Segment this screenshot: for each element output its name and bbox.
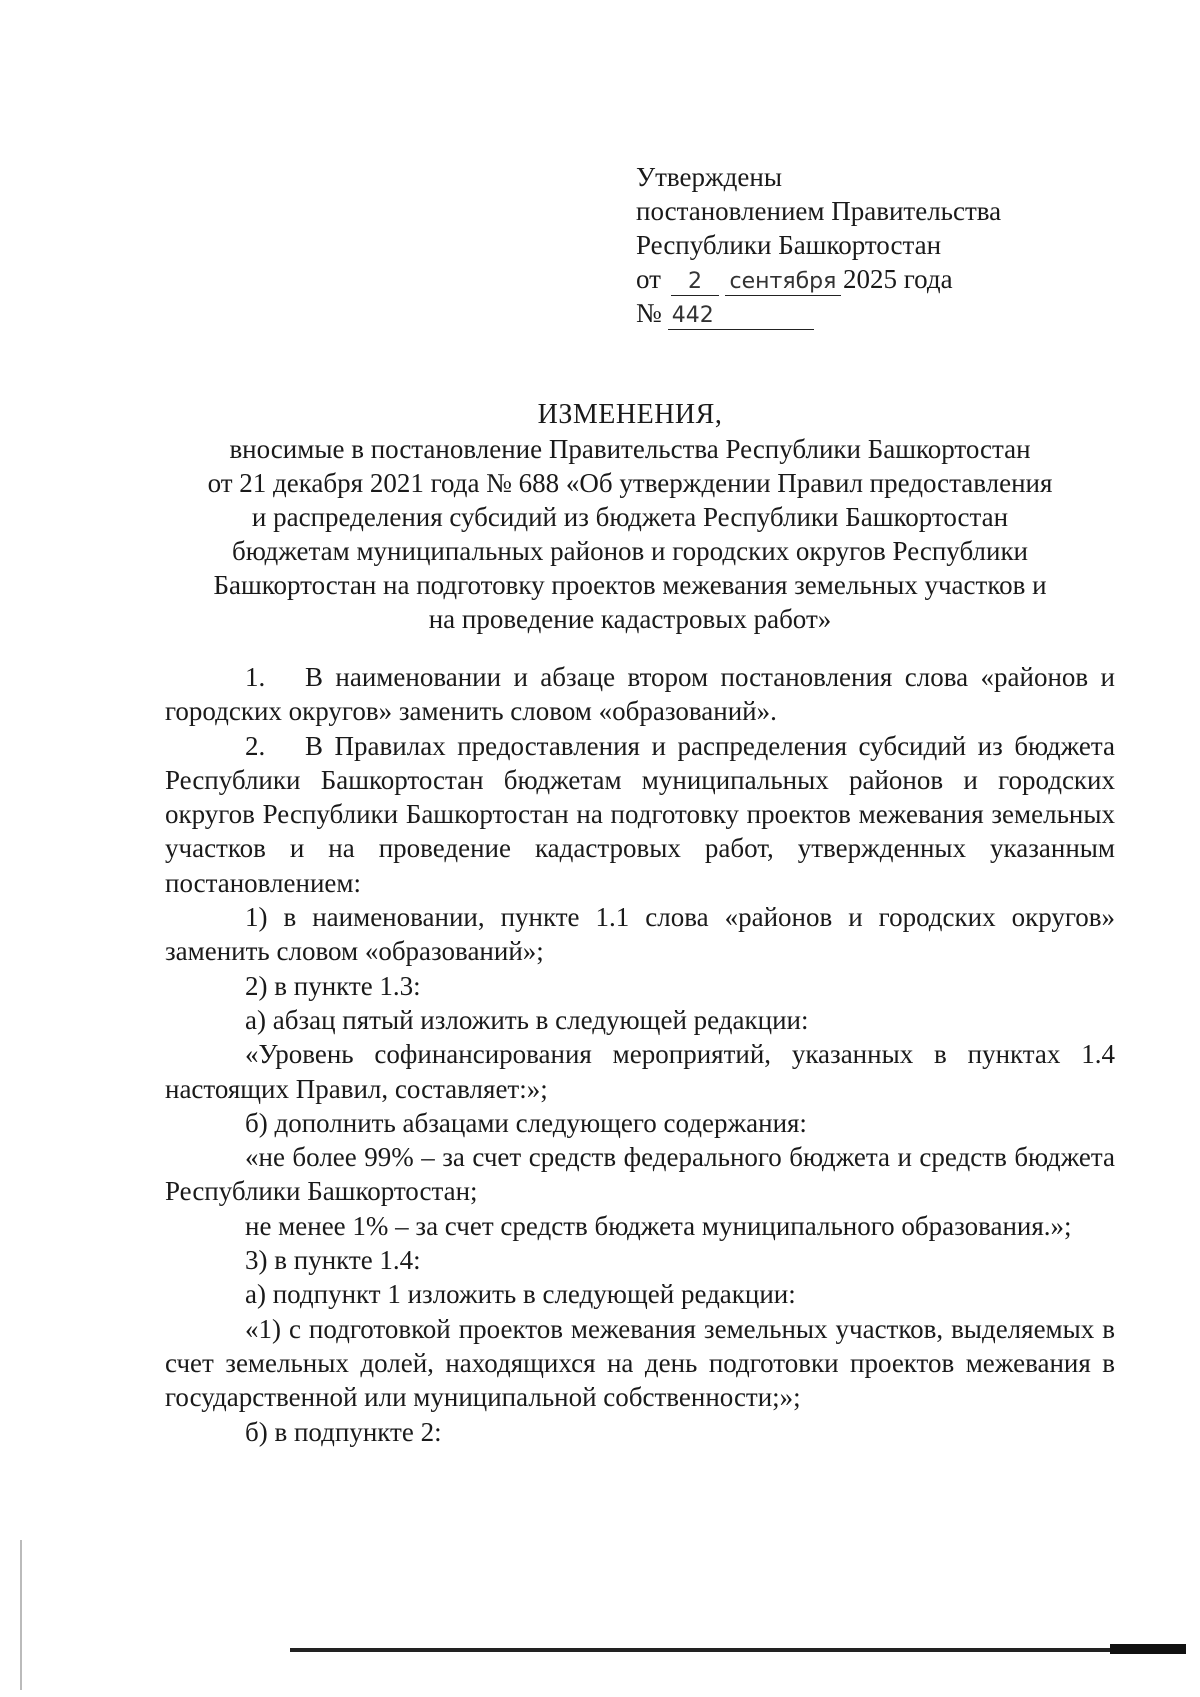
paragraph-4: 2) в пункте 1.3:: [245, 970, 421, 1001]
approval-number-line: [636, 296, 1056, 330]
approval-block: [636, 160, 1056, 330]
scan-bottom-mark: [1110, 1644, 1186, 1654]
title-line-3: и распределения субсидий из бюджета Республики Башкортостан: [251, 502, 1009, 532]
paragraph-12: «1) с подготовкой проектов межевания земельных участков, выделяемых в счет земельных долей, находящихся на день подготовки проектов межевания в государственной или муниципальной собственности;»;: [165, 1313, 1115, 1413]
approval-line-3: Республики Башкортостан: [636, 230, 942, 260]
paragraph-13: б) в подпункте 2:: [245, 1416, 442, 1447]
paragraph-3: 1) в наименовании, пункте 1.1 слова «районов и городских округов» заменить словом «образований»;: [165, 902, 1115, 967]
title-line-1: вносимые в постановление Правительства Республики Башкортостан: [229, 434, 1031, 464]
paragraph-2-number: 2.: [245, 730, 266, 761]
paragraph-9: не менее 1% – за счет средств бюджета муниципального образования.»;: [245, 1210, 1072, 1241]
paragraph-8: «не более 99% – за счет средств федерального бюджета и средств бюджета Республики Башкортостан;: [165, 1142, 1115, 1207]
paragraph-6: «Уровень софинансирования мероприятий, указанных в пунктах 1.4 настоящих Правил, составляет:»;: [165, 1039, 1115, 1104]
date-prefix: от: [636, 264, 661, 294]
document-number: 442: [668, 303, 814, 330]
paragraph-5: а) абзац пятый изложить в следующей редакции:: [245, 1004, 809, 1035]
paragraph-10: 3) в пункте 1.4:: [245, 1245, 421, 1276]
title-heading: ИЗМЕНЕНИЯ,: [537, 399, 723, 430]
approval-line-1: Утверждены: [636, 162, 782, 192]
date-year: 2025 года: [842, 264, 953, 294]
scan-edge-line: [20, 1540, 22, 1690]
paragraph-2: [165, 729, 1115, 900]
date-month: сентября: [725, 269, 841, 296]
number-prefix: №: [636, 298, 662, 328]
paragraph-1: [165, 660, 1115, 729]
approval-line-2: постановлением Правительства: [636, 196, 1002, 226]
title-line-5: Башкортостан на подготовку проектов межевания земельных участков и: [213, 570, 1047, 600]
title-line-6: на проведение кадастровых работ»: [428, 604, 832, 634]
title-line-4: бюджетам муниципальных районов и городских округов Республики: [231, 536, 1029, 566]
paragraph-1-text: В наименовании и абзаце втором постановления слова «районов и городских округов» заменить словом «образований».: [165, 662, 1115, 727]
paragraph-1-number: 1.: [245, 662, 266, 692]
document-body: [165, 660, 1115, 1449]
document-title: [160, 398, 1100, 636]
approval-date-line: [636, 262, 1056, 296]
paragraph-11: а) подпункт 1 изложить в следующей редакции:: [245, 1279, 796, 1310]
scan-bottom-line: [290, 1648, 1186, 1652]
date-day: 2: [671, 269, 719, 296]
paragraph-7: б) дополнить абзацами следующего содержания:: [245, 1107, 807, 1138]
paragraph-2-text: В Правилах предоставления и распределения субсидий из бюджета Республики Башкортостан бюджетам муниципальных районов и городских округов Республики Башкортостан на подготовку проектов межевания земельных участков и на проведение кадастровых работ, утвержденных указанным постановлением:: [165, 730, 1115, 898]
title-line-2: от 21 декабря 2021 года № 688 «Об утверждении Правил предоставления: [207, 468, 1053, 498]
